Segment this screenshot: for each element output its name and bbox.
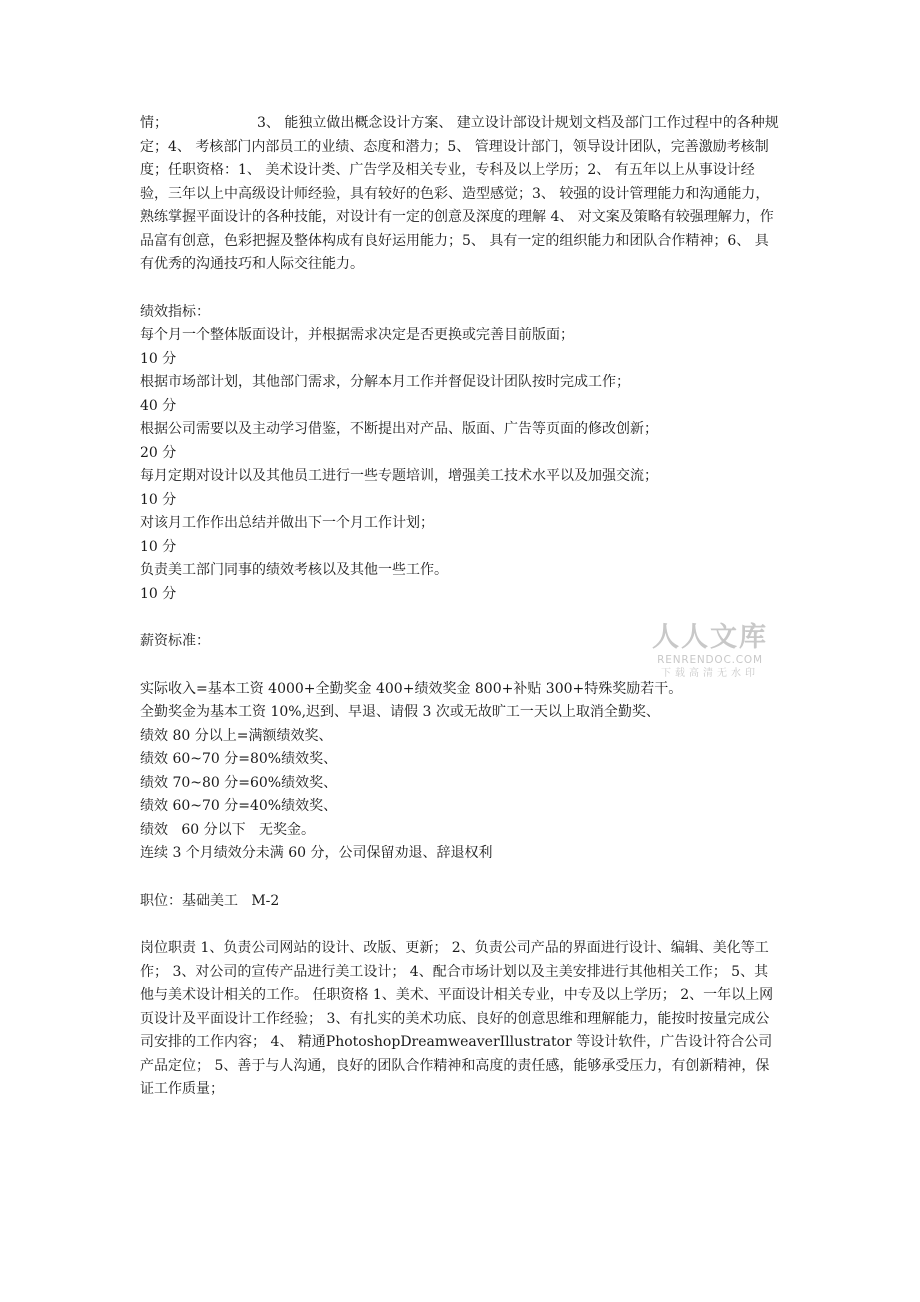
watermark-domain: RENRENDOC.COM bbox=[657, 654, 763, 666]
kpi-task-5: 对该月工作作出总结并做出下一个月工作计划； bbox=[140, 515, 434, 531]
kpi-task-6: 负责美工部门同事的绩效考核以及其他一些工作。 bbox=[140, 562, 448, 578]
watermark-title: 人人文库 bbox=[652, 622, 768, 653]
kpi-score-4: 10 分 bbox=[140, 491, 177, 508]
kpi-score-2: 40 分 bbox=[140, 397, 177, 414]
watermark-caption: 下载高清无水印 bbox=[661, 668, 759, 679]
position-title: 职位：基础美工 M-2 bbox=[140, 892, 280, 909]
salary-line-2: 全勤奖金为基本工资 10%,迟到、早退、请假 3 次或无故旷工一天以上取消全勤奖、 bbox=[140, 704, 660, 720]
salary-line-3: 绩效 80 分以上=满额绩效奖、 bbox=[140, 727, 333, 744]
salary-line-7: 绩效 60 分以下 无奖金。 bbox=[140, 821, 315, 838]
kpi-score-5: 10 分 bbox=[140, 538, 177, 555]
kpi-task-4: 每月定期对设计以及其他员工进行一些专题培训，增强美工技术水平以及加强交流； bbox=[140, 468, 658, 484]
kpi-score-6: 10 分 bbox=[140, 585, 177, 602]
salary-line-8: 连续 3 个月绩效分未满 60 分，公司保留劝退、辞退权利 bbox=[140, 845, 493, 861]
kpi-score-1: 10 分 bbox=[140, 350, 177, 367]
kpi-score-3: 20 分 bbox=[140, 444, 177, 461]
kpi-task-2: 根据市场部计划，其他部门需求，分解本月工作并督促设计团队按时完成工作； bbox=[140, 374, 630, 390]
salary-heading: 薪资标准： bbox=[140, 633, 210, 649]
position-duties: 岗位职责 1、负责公司网站的设计、改版、更新； 2、负责公司产品的界面进行设计、编辑、美化等工作； 3、对公司的宣传产品进行美工设计； 4、配合市场计划以及主美安排进行其他相关工作； 5、其他与美术设计相关的工作。 任职资格 1、美术、平面设计相关专业，中专及以上学历； 2、一年以上网页设计及平面设计工作经验； 3、有扎实的美术功底、良好的创意思维和理解能力，能按时按量完成公司安排的工作内容； 4、 精通PhotoshopDreamweaverIllustrator 等设计软件，广告设计符合公司产品定位； 5、善于与人沟通，良好的团队合作精神和高度的责任感，能够承受压力，有创新精神，保证工作质量； bbox=[140, 940, 774, 1097]
salary-line-4: 绩效 60~70 分=80%绩效奖、 bbox=[140, 751, 338, 767]
intro-paragraph: 情； 3、 能独立做出概念设计方案、 建立设计部设计规划文档及部门工作过程中的各种规定；4、 考核部门内部员工的业绩、态度和潜力；5、 管理设计部门，领导设计团队，完善激励考核制度；任职资格：1、 美术设计类、广告学及相关专业，专科及以上学历；2、 有五年以上从事设计经验，三年以上中高级设计师经验，具有较好的色彩、造型感觉；3、 较强的设计管理能力和沟通能力，熟练掌握平面设计的各种技能，对设计有一定的创意及深度的理解 4、 对文案及策略有较强理解力，作品富有创意，色彩把握及整体构成有良好运用能力；5、 具有一定的组织能力和团队合作精神；6、 具有优秀的沟通技巧和人际交往能力。 bbox=[140, 115, 779, 272]
watermark-logo bbox=[648, 622, 772, 681]
kpi-heading: 绩效指标： bbox=[140, 303, 210, 320]
salary-line-5: 绩效 70~80 分=60%绩效奖、 bbox=[140, 774, 338, 791]
salary-line-6: 绩效 60~70 分=40%绩效奖、 bbox=[140, 798, 338, 814]
salary-line-1: 实际收入=基本工资 4000+全勤奖金 400+绩效奖金 800+补贴 300+特殊奖励若干。 bbox=[140, 680, 683, 697]
document-body bbox=[140, 112, 780, 1102]
kpi-task-1: 每个月一个整体版面设计，并根据需求决定是否更换或完善目前版面； bbox=[140, 327, 574, 343]
kpi-task-3: 根据公司需要以及主动学习借鉴，不断提出对产品、版面、广告等页面的修改创新； bbox=[140, 421, 658, 437]
